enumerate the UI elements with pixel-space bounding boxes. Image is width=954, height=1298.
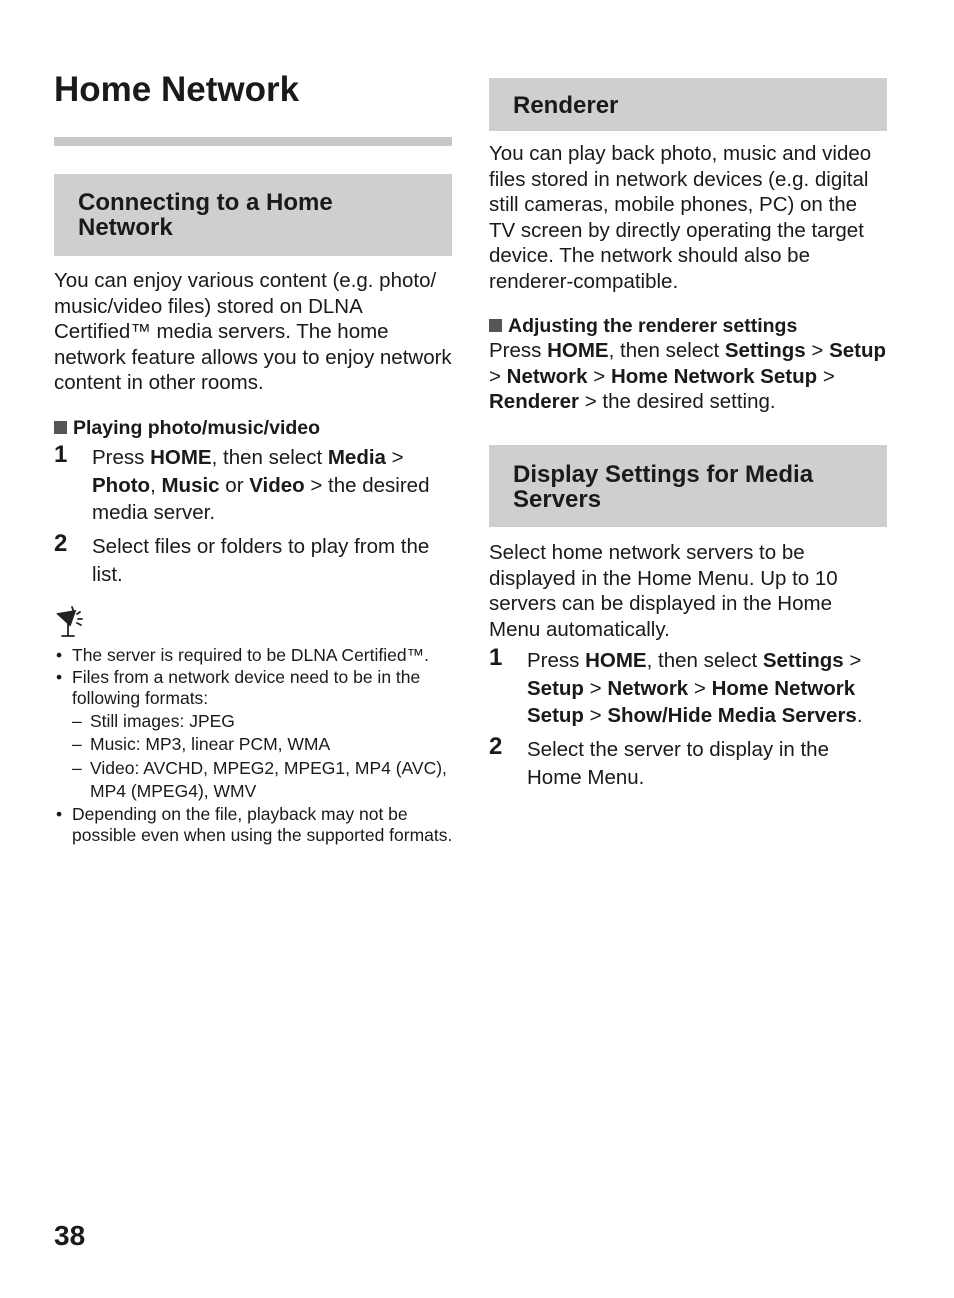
step-text: Select files or folders to play from the list. bbox=[92, 535, 430, 586]
notes-list bbox=[54, 645, 454, 847]
section-header-renderer bbox=[489, 78, 887, 131]
section-header-connecting bbox=[54, 174, 452, 256]
page-title: Home Network bbox=[54, 70, 300, 109]
note-item: • Files from a network device need to be in the following formats: bbox=[54, 667, 454, 710]
section-title: Display Settings for Media Servers bbox=[513, 461, 814, 513]
section-title: Connecting to a Home Network bbox=[78, 189, 333, 241]
intro-paragraph: You can enjoy various content (e.g. photo/ music/video files) stored on DLNA Certified™ media servers. The home network feature allows you to enjoy network content in other rooms. bbox=[54, 269, 452, 394]
format-item: – Video: AVCHD, MPEG2, MPEG1, MP4 (AVC), MP4 (MPEG4), WMV bbox=[54, 757, 454, 804]
step-text: Press HOME, then select Media > Photo, Music or Video > the desired media server. bbox=[92, 446, 430, 524]
page-number: 38 bbox=[54, 1220, 86, 1251]
section-header-display-settings bbox=[489, 445, 887, 527]
step-number: 1 bbox=[489, 644, 503, 671]
note-item: • The server is required to be DLNA Certified™. bbox=[54, 645, 454, 667]
display-paragraph: Select home network servers to be displayed in the Home Menu. Up to 10 servers can be displayed in the Home Menu automatically. bbox=[489, 541, 838, 641]
step-text: Press HOME, then select Settings > Setup > Network > Home Network Setup > Show/Hide Media Servers. bbox=[527, 649, 863, 727]
note-item: • Depending on the file, playback may not be possible even when using the supported formats. bbox=[54, 804, 454, 847]
title-rule bbox=[54, 137, 452, 146]
step-2 bbox=[489, 733, 887, 791]
step-number: 2 bbox=[54, 530, 68, 557]
square-bullet-icon bbox=[54, 421, 67, 434]
hint-lamp-icon bbox=[54, 604, 90, 640]
format-item: – Still images: JPEG bbox=[54, 710, 454, 734]
step-number: 2 bbox=[489, 733, 503, 760]
sub-heading-playing: Playing photo/music/video bbox=[54, 416, 452, 441]
section-title: Renderer bbox=[513, 92, 619, 119]
format-item: – Music: MP3, linear PCM, WMA bbox=[54, 733, 454, 757]
renderer-paragraph: You can play back photo, music and video files stored in network devices (e.g. digital still cameras, mobile phones, PC) on the TV screen by directly operating the target device. The network should also be renderer-compatible. bbox=[489, 142, 872, 293]
right-steps bbox=[489, 644, 887, 797]
step-number: 1 bbox=[54, 441, 68, 468]
step-1 bbox=[54, 441, 452, 527]
step-2 bbox=[54, 530, 452, 588]
left-steps bbox=[54, 441, 452, 594]
sub-heading-adjusting: Adjusting the renderer settings bbox=[489, 314, 887, 339]
step-1 bbox=[489, 644, 887, 730]
square-bullet-icon bbox=[489, 319, 502, 332]
adjust-instructions: Press HOME, then select Settings > Setup > Network > Home Network Setup > Renderer > the desired setting. bbox=[489, 339, 887, 413]
step-text: Select the server to display in the Home Menu. bbox=[527, 738, 829, 789]
